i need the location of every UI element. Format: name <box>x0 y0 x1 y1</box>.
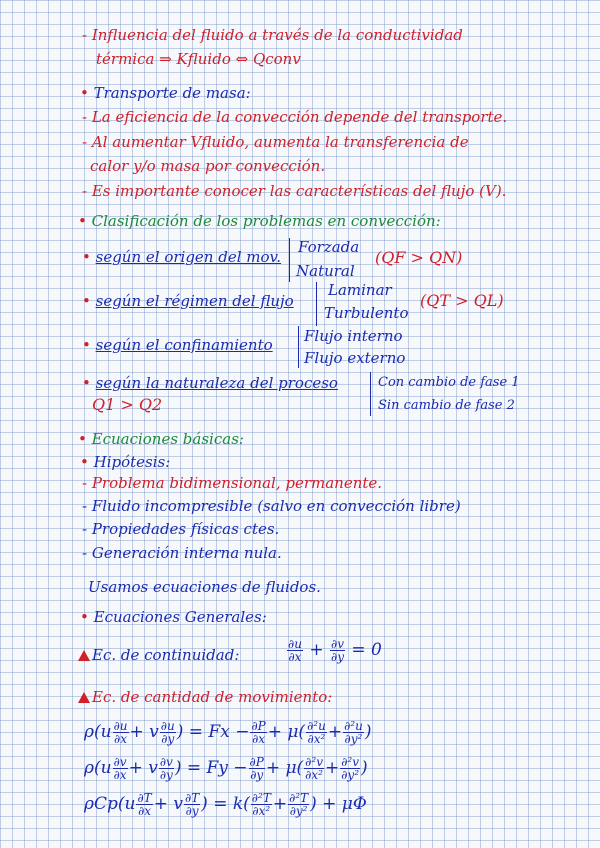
label-turbulent: Turbulento <box>324 304 409 322</box>
label-with-phase-change: Con cambio de fase 1 <box>378 375 520 390</box>
line-general-equations: • Ecuaciones Generales: <box>80 608 267 626</box>
line-momentum: Ec. de cantidad de movimiento: <box>78 688 332 706</box>
bullet-icon: • <box>78 430 92 448</box>
label-natural: Natural <box>296 262 355 280</box>
label-qt-ql: (QT > QL) <box>420 291 504 310</box>
label-without-phase-change: Sin cambio de fase 2 <box>378 398 515 413</box>
bullet-icon: • <box>78 212 92 230</box>
triangle-icon <box>78 650 90 661</box>
line-fluids: Usamos ecuaciones de fluidos. <box>88 578 321 596</box>
label-internal-flow: Flujo interno <box>304 327 403 345</box>
line-classification: • Clasificación de los problemas en convección: <box>78 212 441 230</box>
label-forced: Forzada <box>298 238 360 256</box>
eq-momentum-x: ρ(u $\frac{\partial u}{\partial x}$ + v $\frac{\partial u}{\partial y}$ ) = Fx − $\frac{\partial P}{\partial x}$ + μ( $\frac{\text{∂²u}}{\text{∂x²}}$ + $\frac{\text{∂²u}}{\text{∂y²}}$ ) <box>84 719 372 746</box>
line-incompressible: - Fluido incompresible (salvo en convección libre) <box>82 497 461 515</box>
label-laminar: Laminar <box>328 281 392 299</box>
eq-continuity: $\frac{\partial u}{\partial x}$ + $\frac{\partial v}{\partial y}$ = 0 <box>288 637 382 664</box>
bullet-icon: • <box>82 248 96 266</box>
line-important: - Es importante conocer las características del flujo (V). <box>82 182 507 200</box>
line-properties: - Propiedades físicas ctes. <box>82 520 280 538</box>
line-nature: • según la naturaleza del proceso <box>82 374 338 392</box>
brace-regime <box>316 282 317 326</box>
bullet-icon: • <box>82 374 96 392</box>
bullet-icon: • <box>80 84 94 102</box>
line-basic-equations: • Ecuaciones básicas: <box>78 430 244 448</box>
triangle-icon <box>78 692 90 703</box>
line-hypotheses: • Hipótesis: <box>80 453 171 471</box>
label-qf-qn: (QF > QN) <box>375 248 463 267</box>
line-continuity: Ec. de continuidad: <box>78 646 239 664</box>
label-external-flow: Flujo externo <box>304 349 406 367</box>
brace-origin <box>289 238 290 282</box>
bullet-icon: • <box>80 453 94 471</box>
line-origin: • según el origen del mov. <box>82 248 282 266</box>
line-thermal: térmica ⇒ Kfluido ⇔ Qconv <box>96 50 301 68</box>
bullet-icon: • <box>80 608 94 626</box>
line-heat-mass: calor y/o masa por convección. <box>90 157 326 175</box>
line-mass-transport: • Transporte de masa: <box>80 84 251 102</box>
label-q1-q2: Q1 > Q2 <box>92 395 163 414</box>
brace-nature <box>370 372 371 416</box>
bullet-icon: • <box>82 336 96 354</box>
eq-momentum-y: ρ(u $\frac{\partial v}{\partial x}$ + v $\frac{\partial v}{\partial y}$ ) = Fy − $\frac{\partial P}{\partial y}$ + μ( $\frac{\text{∂²v}}{\text{∂x²}}$ + $\frac{\text{∂²v}}{\text{∂y²}}$ ) <box>84 755 368 782</box>
line-increase: - Al aumentar Vfluido, aumenta la transferencia de <box>82 133 469 151</box>
line-confinement: • según el confinamiento <box>82 336 273 354</box>
bullet-icon: • <box>82 292 96 310</box>
line-regime: • según el régimen del flujo <box>82 292 294 310</box>
line-bidimensional: - Problema bidimensional, permanente. <box>82 474 383 492</box>
eq-energy: ρCp(u $\frac{\partial T}{\partial x}$ + v $\frac{\partial T}{\partial y}$ ) = k( $\frac{\text{∂²T}}{\text{∂x²}}$ + $\frac{\text{∂²T}}{\text{∂y²}}$ ) + μΦ <box>84 791 367 818</box>
line-generation: - Generación interna nula. <box>82 544 282 562</box>
line-efficiency: - La eficiencia de la convección depende del transporte. <box>82 108 508 126</box>
brace-confinement <box>298 326 299 368</box>
line-conductivity: - Influencia del fluido a través de la conductividad <box>82 26 463 44</box>
